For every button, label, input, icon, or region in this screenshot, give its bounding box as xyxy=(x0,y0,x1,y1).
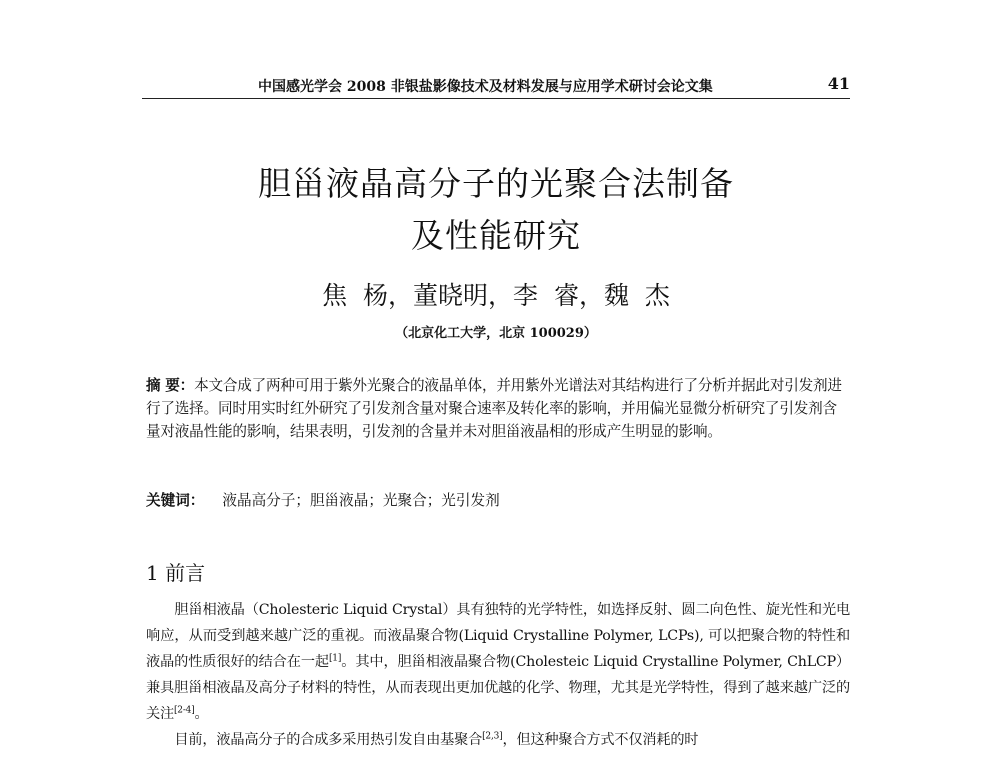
keywords-label: 关键词： xyxy=(146,492,205,509)
section-heading-introduction: 1 前言 xyxy=(146,561,206,585)
paragraph xyxy=(146,597,850,727)
abstract-label: 摘 要： xyxy=(146,377,195,394)
citation[interactable]: [2-4] xyxy=(173,705,195,716)
text-run: 胆甾相液晶（Cholesteric Liquid Crystal）具有独特的光学特性，如选择反射、圆二向色性、旋光性和光电响应，从而受到越来越广泛的重视。而液晶聚合物(Liquid Crystalline Polymer, LCPs), 可以把聚合物的特性和液晶的性质很好的结合在一起 xyxy=(146,602,850,670)
running-title: 中国感光学会 2008 非银盐影像技术及材料发展与应用学术研讨会论文集 xyxy=(258,79,713,95)
keywords xyxy=(146,489,850,510)
body-text xyxy=(146,597,850,753)
running-header xyxy=(142,74,850,99)
text-run: 。其中，胆甾相液晶聚合物(Cholesteic Liquid Crystalline Polymer, ChLCP）兼具胆甾相液晶及高分子材料的特性，从而表现出更加优越的化学、物理，尤其是光学特性，得到了越来越广泛的关注 xyxy=(146,654,850,722)
citation[interactable]: [2,3] xyxy=(482,731,503,742)
text-run: 目前，液晶高分子的合成多采用热引发自由基聚合 xyxy=(174,732,483,748)
text-run: 。 xyxy=(194,706,209,722)
affiliation: （北京化工大学，北京 100029） xyxy=(395,326,597,341)
abstract xyxy=(146,374,850,443)
paper-title-line-2: 及性能研究 xyxy=(411,216,581,255)
paragraph xyxy=(146,727,850,753)
author-list: 焦 杨，董晓明，李 睿，魏 杰 xyxy=(322,281,670,310)
citation[interactable]: [1] xyxy=(329,653,342,664)
keywords-text: 液晶高分子；胆甾液晶；光聚合；光引发剂 xyxy=(222,492,500,509)
abstract-text: 本文合成了两种可用于紫外光聚合的液晶单体，并用紫外光谱法对其结构进行了分析并据此对引发剂进行了选择。同时用实时红外研究了引发剂含量对聚合速率及转化率的影响，并用偏光显微分析研究了引发剂含量对液晶性能的影响，结果表明，引发剂的含量并未对胆甾液晶相的形成产生明显的影响。 xyxy=(146,377,842,440)
text-run: ，但这种聚合方式不仅消耗的时 xyxy=(502,732,699,748)
page-number: 41 xyxy=(827,74,850,93)
paper-title-line-1: 胆甾液晶高分子的光聚合法制备 xyxy=(258,164,734,203)
